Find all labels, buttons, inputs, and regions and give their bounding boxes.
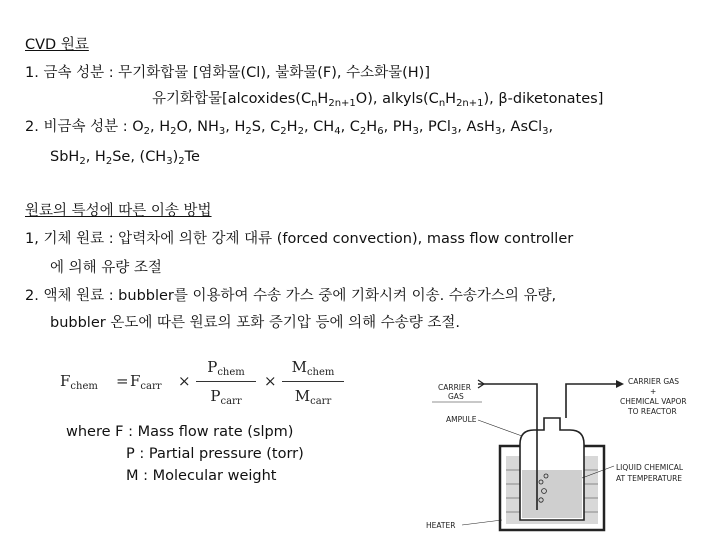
section1-item2: 2. 비금속 성분 : $O_2$, $H_2O$, $NH_3$, $H_2S$, $C_2H_2$, $CH_4$, $C_2H_6$, $PH_3$, PCl$_3$, AsH$_3$, AsCl$_3$, (25, 119, 554, 137)
formula-times-2: × (264, 372, 277, 390)
formula-rhs-f: $F_{carr}$ (130, 372, 162, 392)
formula-lhs: $F_{chem}$ (60, 372, 98, 392)
label-liquid-2: AT TEMPERATURE (616, 474, 683, 483)
section2-item1-cont: 에 의해 유량 조절 (50, 260, 162, 276)
mass-flow-formula (60, 352, 350, 414)
where-mass-flow: where F : Mass flow rate (slpm) (66, 424, 294, 440)
pressure-ratio: $P_{chem}$ $P_{carr}$ (196, 352, 256, 414)
label-out-4: TO REACTOR (628, 407, 677, 416)
label-carrier-gas-2: GAS (448, 392, 464, 401)
label-ampule: AMPULE (446, 415, 477, 424)
where-partial-pressure: P : Partial pressure (torr) (126, 446, 304, 462)
section1-item1: 1. 금속 성분 : 무기화합물 [염화물(Cl), 불화물(F), 수소화물(H)] (25, 65, 430, 81)
section1-item1-organic: 유기화합물[$alcoxides(C_nH_{2n+1}O)$, $alkyls(C_nH_{2n+1})$, β-diketonates] (152, 91, 604, 109)
inlet-pipe (478, 384, 537, 390)
section1-title: CVD 원료 (25, 37, 89, 53)
section2-item2-cont: bubbler 온도에 따른 원료의 포화 증기압 등에 의해 수송량 조절. (50, 315, 460, 331)
section2-title: 원료의 특성에 따른 이송 방법 (25, 203, 212, 219)
label-carrier-gas-1: CARRIER (438, 383, 471, 392)
label-heater: HEATER (426, 521, 456, 530)
bubbler-diagram (420, 370, 710, 540)
label-liquid-1: LIQUID CHEMICAL (616, 463, 683, 472)
molecular-ratio: $M_{chem}$ $M_{carr}$ (282, 352, 344, 414)
formula-equals: = (116, 372, 129, 390)
section2-item1: 1, 기체 원료 : 압력차에 의한 강제 대류 (forced convection), mass flow controller (25, 231, 574, 247)
section2-item2: 2. 액체 원료 : bubbler를 이용하여 수송 가스 중에 기화시켜 이송. 수송가스의 유량, (25, 288, 557, 304)
section1-item2-cont: SbH$_2$, $H_2Se$, $(CH_3)_2Te$ (50, 149, 200, 167)
ampule-liquid (522, 470, 582, 518)
outlet-pipe (566, 384, 616, 418)
formula-times-1: × (178, 372, 191, 390)
label-out-1: CARRIER GAS (628, 377, 680, 386)
label-out-2: + (650, 387, 657, 396)
where-molecular-weight: M : Molecular weight (126, 468, 277, 484)
label-out-3: CHEMICAL VAPOR (620, 397, 687, 406)
